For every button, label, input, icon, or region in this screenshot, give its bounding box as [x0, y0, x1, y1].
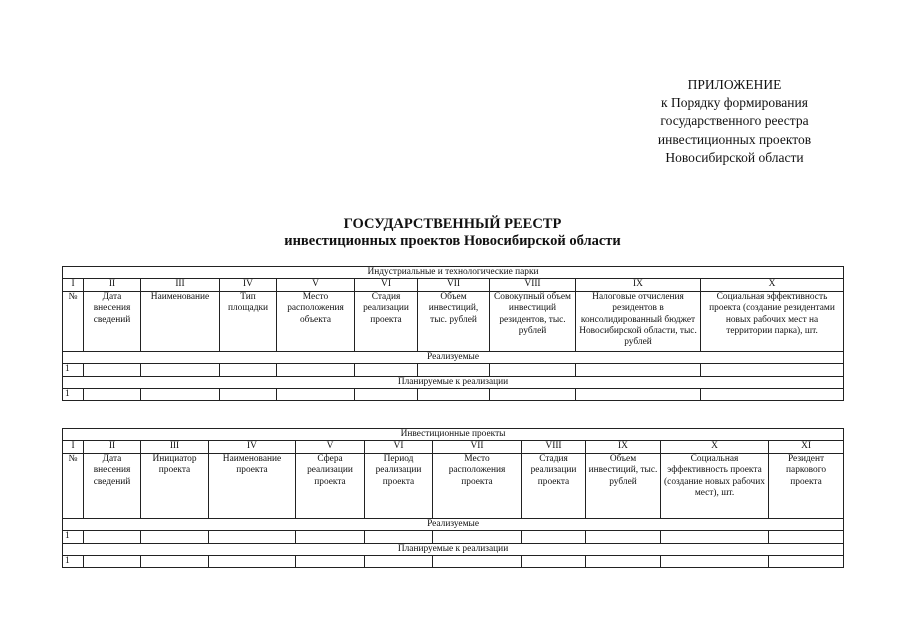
column-header: Совокупный объем инвестиций резидентов, тыс. рублей — [490, 291, 576, 351]
column-header: Социальная эффективность проекта (создание резидентами новых рабочих мест на территории парка), шт. — [701, 291, 844, 351]
column-header: Налоговые отчисления резидентов в консолидированный бюджет Новосибирской области, тыс. рублей — [576, 291, 701, 351]
column-headers-row — [63, 291, 844, 351]
column-numeral: VII — [418, 279, 490, 291]
table-row — [63, 364, 844, 376]
column-header: Дата внесения сведений — [84, 291, 141, 351]
column-numeral: IX — [586, 441, 661, 453]
table-cell — [522, 531, 586, 543]
column-header: Объем инвестиций, тыс. рублей — [418, 291, 490, 351]
table-row — [63, 556, 844, 568]
table-cell — [220, 364, 277, 376]
table-cell — [490, 389, 576, 401]
column-numeral: I — [63, 441, 84, 453]
table-cell — [141, 556, 209, 568]
section-realized-label: Реализуемые — [63, 518, 844, 530]
column-numeral: X — [701, 279, 844, 291]
column-header: Наименование — [141, 291, 220, 351]
roman-numerals-row — [63, 441, 844, 453]
row-number: 1 — [63, 389, 84, 401]
column-header: Место расположения объекта — [277, 291, 355, 351]
projects-register-table — [62, 428, 844, 568]
table-cell — [586, 556, 661, 568]
column-numeral: VII — [433, 441, 522, 453]
table-cell — [365, 531, 433, 543]
column-numeral: II — [84, 441, 141, 453]
parks-register-table — [62, 266, 844, 401]
column-numeral: X — [661, 441, 769, 453]
table-cell — [365, 556, 433, 568]
column-numeral: XI — [769, 441, 844, 453]
column-header: Место расположения проекта — [433, 453, 522, 518]
column-numeral: III — [141, 279, 220, 291]
appendix-line: государственного реестра — [660, 113, 809, 129]
table-cell — [576, 389, 701, 401]
appendix-line: Новосибирской области — [665, 149, 804, 165]
table-cell — [84, 531, 141, 543]
column-numeral: VI — [355, 279, 418, 291]
column-header: Тип площадки — [220, 291, 277, 351]
column-header: Объем инвестиций, тыс. рублей — [586, 453, 661, 518]
table-cell — [84, 556, 141, 568]
column-numeral: V — [277, 279, 355, 291]
row-number: 1 — [63, 364, 84, 376]
column-numeral: IV — [220, 279, 277, 291]
table-cell — [355, 364, 418, 376]
table-cell — [141, 531, 209, 543]
roman-numerals-row — [63, 279, 844, 291]
appendix-line: инвестиционных проектов — [657, 131, 812, 147]
table-cell — [209, 556, 296, 568]
column-headers-row — [63, 453, 844, 518]
column-header: Стадия реализации проекта — [355, 291, 418, 351]
column-header: Период реализации проекта — [365, 453, 433, 518]
column-numeral: IX — [576, 279, 701, 291]
table-cell — [418, 364, 490, 376]
column-numeral: II — [84, 279, 141, 291]
table-cell — [433, 531, 522, 543]
table-caption: Инвестиционные проекты — [63, 429, 844, 441]
row-number: 1 — [63, 556, 84, 568]
table-cell — [661, 531, 769, 543]
table-row — [63, 389, 844, 401]
column-header: Инициатор проекта — [141, 453, 209, 518]
column-header: Резидент паркового проекта — [769, 453, 844, 518]
table-cell — [701, 389, 844, 401]
row-number: 1 — [63, 531, 84, 543]
section-planned-label: Планируемые к реализации — [63, 376, 844, 388]
table-cell — [296, 531, 365, 543]
table-row — [63, 531, 844, 543]
column-numeral: VI — [365, 441, 433, 453]
column-header: Дата внесения сведений — [84, 453, 141, 518]
table-cell — [769, 556, 844, 568]
appendix-line: ПРИЛОЖЕНИЕ — [687, 77, 782, 92]
table-cell — [769, 531, 844, 543]
column-numeral: I — [63, 279, 84, 291]
table-caption: Индустриальные и технологические парки — [63, 267, 844, 279]
appendix-block — [612, 76, 857, 167]
column-numeral: VIII — [490, 279, 576, 291]
table-cell — [141, 389, 220, 401]
table-cell — [355, 389, 418, 401]
table-cell — [490, 364, 576, 376]
column-header: Социальная эффективность проекта (создание новых рабочих мест), шт. — [661, 453, 769, 518]
document-title: ГОСУДАРСТВЕННЫЙ РЕЕСТР — [343, 216, 562, 232]
table-cell — [141, 364, 220, 376]
column-numeral: V — [296, 441, 365, 453]
table-cell — [84, 364, 141, 376]
table-cell — [418, 389, 490, 401]
table-cell — [701, 364, 844, 376]
section-realized-label: Реализуемые — [63, 351, 844, 363]
column-numeral: VIII — [522, 441, 586, 453]
table-cell — [296, 556, 365, 568]
appendix-line: к Порядку формирования — [661, 95, 808, 111]
table-cell — [522, 556, 586, 568]
table-cell — [661, 556, 769, 568]
table-cell — [209, 531, 296, 543]
column-numeral: III — [141, 441, 209, 453]
column-header: № — [63, 453, 84, 518]
section-planned-label: Планируемые к реализации — [63, 543, 844, 555]
table-cell — [586, 531, 661, 543]
document-subtitle: инвестиционных проектов Новосибирской области — [284, 233, 621, 249]
column-header: Сфера реализации проекта — [296, 453, 365, 518]
table-cell — [84, 389, 141, 401]
column-header: Наименование проекта — [209, 453, 296, 518]
table-cell — [277, 389, 355, 401]
column-header: Стадия реализации проекта — [522, 453, 586, 518]
column-header: № — [63, 291, 84, 351]
table-cell — [220, 389, 277, 401]
table-cell — [277, 364, 355, 376]
table-cell — [576, 364, 701, 376]
table-cell — [433, 556, 522, 568]
column-numeral: IV — [209, 441, 296, 453]
